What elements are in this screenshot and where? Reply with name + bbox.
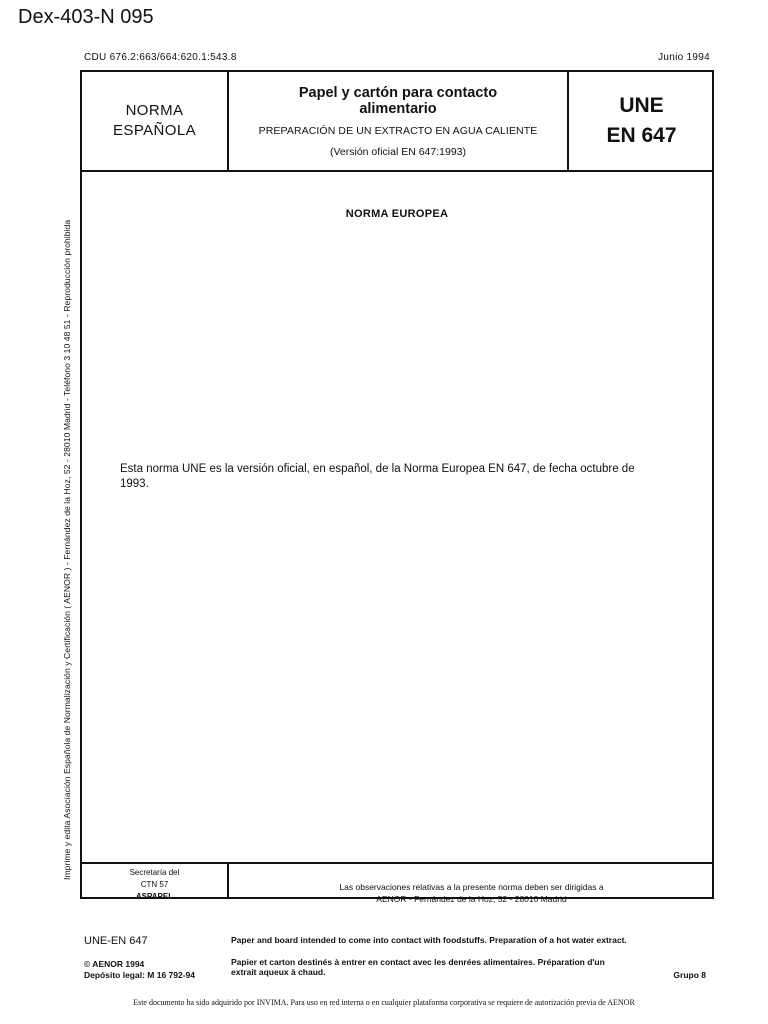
secretariat-line-2: CTN 57 bbox=[140, 880, 169, 889]
en-number: EN 647 bbox=[606, 124, 677, 147]
standard-title bbox=[229, 85, 567, 117]
acquisition-notice: Este documento ha sido adquirido por INVIMA. Para uso en red interna o en cualquier plataforma corporativa se requiere de autorización previa de AENOR bbox=[133, 998, 635, 1007]
official-version-statement: Esta norma UNE es la versión oficial, en español, de la Norma Europea EN 647, de fecha octubre de 1993. bbox=[120, 463, 635, 490]
french-title: Papier et carton destinés à entrer en contact avec les denrées alimentaires. Préparation d'un extrait aqueux à chaud. bbox=[231, 957, 605, 977]
legal-deposit: Depósito legal: M 16 792-94 bbox=[84, 970, 196, 980]
title-cell bbox=[229, 72, 567, 170]
bottom-standard-code: UNE-EN 647 bbox=[84, 935, 148, 947]
une-label: UNE bbox=[619, 94, 664, 117]
norma-label: NORMA bbox=[125, 102, 184, 119]
standard-code-cell bbox=[569, 72, 714, 170]
english-title: Paper and board intended to come into contact with foodstuffs. Preparation of a hot water extract. bbox=[231, 935, 627, 945]
cdu-classification: CDU 676.2:663/664:620.1:543.8 bbox=[84, 52, 237, 63]
observations-line-1: Las observaciones relativas a la presente norma deben ser dirigidas a bbox=[339, 882, 604, 892]
document-id: Dex-403-N 095 bbox=[18, 6, 154, 28]
official-version: (Versión oficial EN 647:1993) bbox=[330, 146, 466, 158]
title-line-1: Papel y cartón para contacto bbox=[298, 85, 498, 101]
header-divider bbox=[82, 170, 712, 172]
observations-line-2: AENOR - Fernández de la Hoz, 52 - 28010 Madrid bbox=[376, 894, 567, 904]
title-line-2: alimentario bbox=[359, 101, 437, 117]
norma-espanola-cell bbox=[82, 72, 227, 170]
observations-cell bbox=[229, 864, 714, 904]
copyright-line: © AENOR 1994 bbox=[84, 959, 145, 969]
standard-subtitle: PREPARACIÓN DE UN EXTRACTO EN AGUA CALIENTE bbox=[258, 125, 538, 137]
norma-europea-heading: NORMA EUROPEA bbox=[345, 208, 449, 220]
secretariat-line-1: Secretaría del bbox=[129, 868, 180, 877]
espanola-label: ESPAÑOLA bbox=[113, 122, 196, 139]
secretariat-cell bbox=[82, 864, 227, 902]
secretariat-line-3: ASPAPEL bbox=[135, 892, 174, 901]
price-group: Grupo 8 bbox=[673, 970, 706, 980]
vertical-publisher-note: Imprime y edita Asociación Española de Normalización y Certificación ( AENOR ) - Fernández de la Hoz, 52 - 28010 Madrid - Teléfono 3 10 48 51 - Reproducción prohibida bbox=[62, 219, 72, 880]
publication-date: Junio 1994 bbox=[658, 52, 710, 63]
standard-frame bbox=[80, 70, 714, 904]
